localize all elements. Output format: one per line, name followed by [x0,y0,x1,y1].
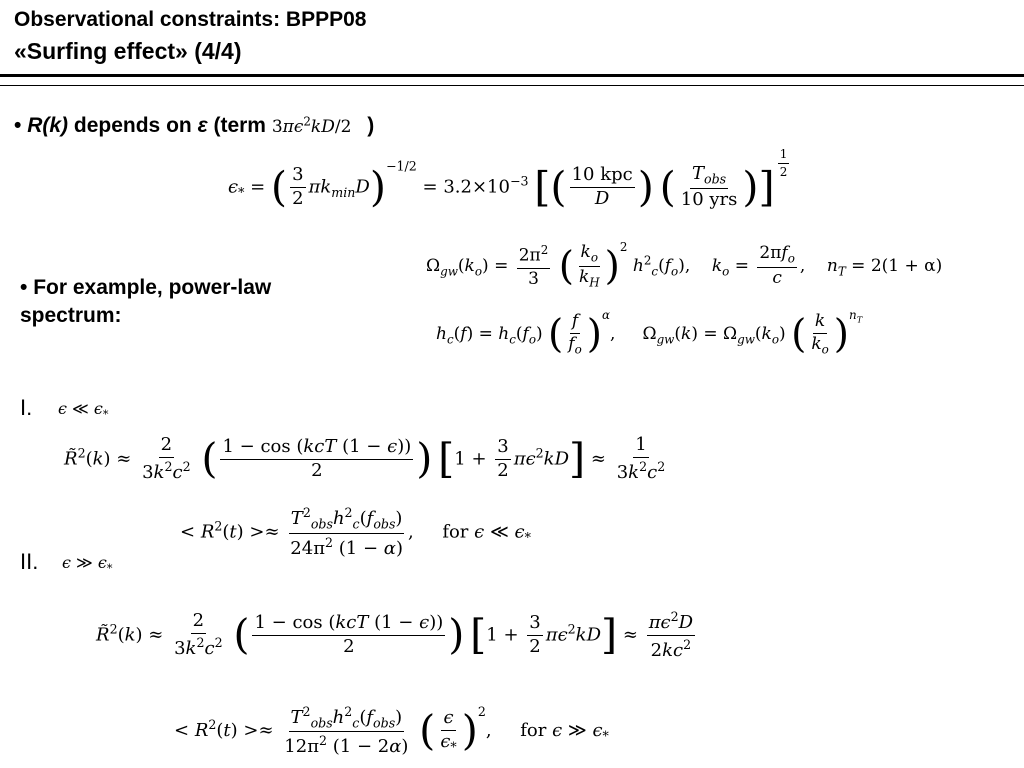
term-open: (term [207,114,272,137]
eq-r2-weak: R̃$^2$(k) ≈ $\frac{2}{3k^2c^2}$ ( $\frac{\text{1 − cos (kcT (1 − ϵ))}}{2}$ ) [1 + $\frac{3}{2}$ $\pi\epsilon^2kD$] ≈ $\frac{1}{3k^2c^2}$ [64,434,666,483]
slide-title-line1: Observational constraints: BPPP08 [14,8,367,31]
eq-r2-strong: R̃$^2$(k) ≈ $\frac{2}{3k^2c^2}$ ( $\frac{\text{1 − cos (kcT (1 − ϵ))}}{2}$ ) [1 + $\frac{3}{2}$ $\pi\epsilon^2kD$] ≈ $\frac{\pi\epsilon^2D}{2kc^2}$ [96,609,694,661]
term-formula: $3\pi\epsilon^2kD/2$ [271,114,352,137]
slide-title-line2: «Surfing effect» (4/4) [14,38,242,64]
eq-mean-r2-strong: < $R^2(t)$ >≈ $\frac{T^2_{obs}h^2_c(f_{obs})}{12\pi^2 (1 - 2\alpha)}$ ( $\frac{\epsilon}{\epsilon_*}$ )$^2$, for ϵ ≫ $\epsilon_*$ [174,703,609,758]
term-close: ) [367,114,375,137]
case-one-label: I. [20,395,33,420]
power-law-text-line2: spectrum: [20,304,122,327]
eq-omega-gw-ko: $\Omega_{gw}(k_o)$ = $\frac{2\pi^2}{3}$ ( $\frac{k_o}{k_H}$ )$^2$ $h^2_c(f_o)$, $k_o$ = $\frac{2\pi f_o}{c}$ , $n_T = 2(1 + \alpha)$ [426,240,943,290]
case-one-condition: ϵ ≪ $\epsilon_*$ [58,399,109,422]
n-t-value: 2(1 + α) [870,256,943,276]
for-strong-label: for [520,720,547,741]
eq-mean-r2-weak: < $R^2(t)$ >≈ $\frac{T^2_{obs}h^2_c(f_{obs})}{24\pi^2 (1 - \alpha)}$ , for ϵ ≪ $\epsilon_*$ [180,505,531,559]
rk-label: R(k) [27,114,69,137]
depends-text: depends on [68,114,198,137]
bullet-rk-depends [14,114,374,138]
eq-hc-power-law: $h_c(f) = h_c(f_o)$ ( $\frac{f}{f_o}$ )$^\alpha$, $\Omega_{gw}(k) = \Omega_{gw}(k_o)$ ( $\frac{k}{k_o}$ )$^{n_T}$ [436,308,863,357]
bullet-marker: • [14,114,22,137]
title-divider-thin [0,85,1024,86]
title-divider-thick [0,74,1024,77]
power-law-text-line1: For example, power-law [33,276,272,299]
bullet-power-law [20,274,271,330]
epsilon-symbol: ε [197,114,208,137]
case-two-condition: ϵ ≫ $\epsilon_*$ [62,553,113,576]
bullet-marker: • [20,276,28,299]
for-weak-label: for [442,521,469,543]
eq-epsilon-star: $\epsilon_*$ = ( $\frac{3}{2}$ $\pi k_{min}D)^{-1/2} = 3.2\times 10^{-3}$ [( $\frac{\text{10 kpc}}{D}$ ) ( $\frac{T_{obs}}{\text{10 yrs}}$ )] $^{\frac{1}{2}}$ [228,147,788,211]
case-two-label: II. [20,549,39,574]
